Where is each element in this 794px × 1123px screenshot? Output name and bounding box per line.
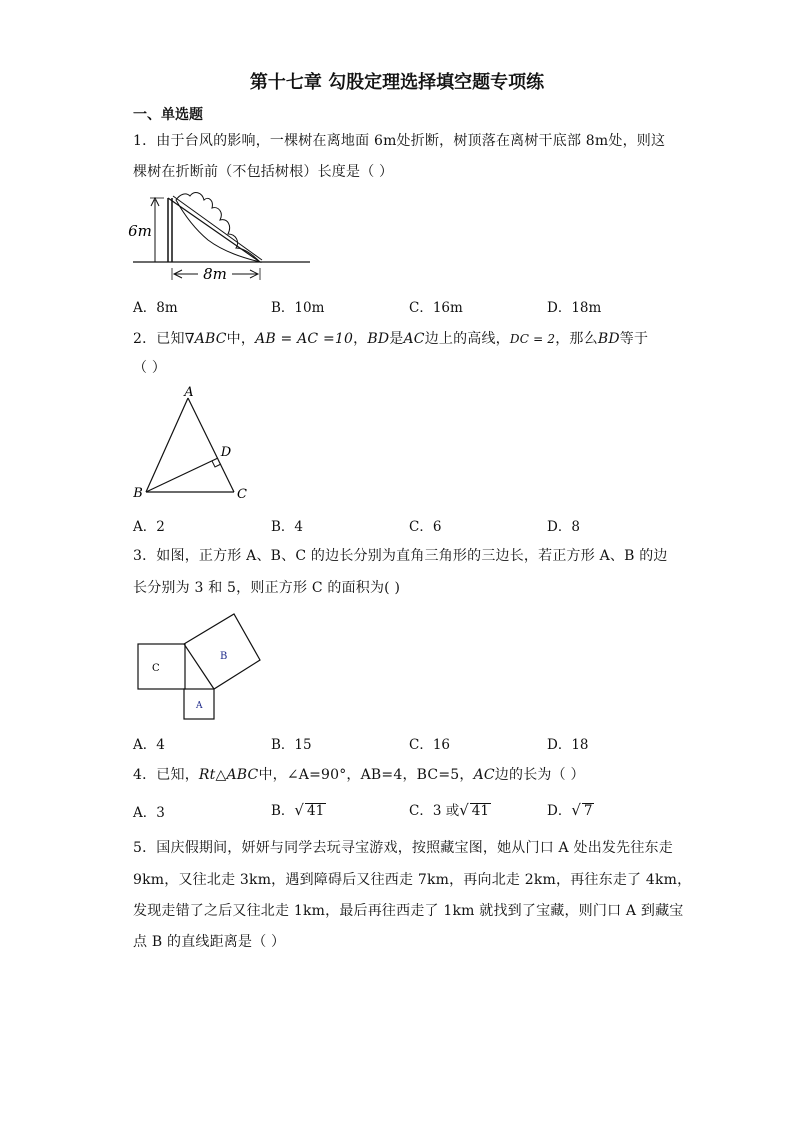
q3-option-c[interactable]: C．16 [409, 737, 451, 753]
q4-text-line-1: 4．已知，Rt△ABC中，∠A=90°，AB=4，BC=5，AC边的长为（ ） [133, 767, 585, 783]
q5-text-line-1: 5．国庆假期间，妍妍与同学去玩寻宝游戏，按照藏宝图，她从门口 A 处出发先往东走 [133, 840, 673, 856]
q2-option-d[interactable]: D．8 [547, 519, 580, 535]
q2-option-a[interactable]: A．2 [133, 519, 165, 535]
q1-tree-figure [128, 188, 318, 284]
q3-label-c: C [152, 663, 160, 674]
q3-option-b[interactable]: B．15 [271, 737, 312, 753]
page-title: 第十七章 勾股定理选择填空题专项练 [249, 72, 545, 93]
q3-squares-figure [134, 610, 266, 724]
q2-text-line-2: （ ） [133, 360, 167, 376]
q3-label-a: A [196, 701, 203, 711]
q2-triangle-figure [128, 384, 258, 504]
q3-option-a[interactable]: A．4 [133, 737, 165, 753]
q2-label-c: C [237, 487, 247, 502]
q2-text-line-1: 2．已知∇ABC中，AB = AC =10，BD是AC边上的高线，DC = 2，那么BD等于 [133, 331, 649, 347]
q4-option-d[interactable]: D．√ 7 [547, 801, 593, 819]
q1-option-a[interactable]: A．8m [133, 300, 178, 316]
q4-option-b[interactable]: B．√ 41 [271, 801, 325, 819]
q1-option-c[interactable]: C．16m [409, 300, 463, 316]
q1-option-d[interactable]: D．18m [547, 300, 602, 316]
q2-label-b: B [133, 486, 143, 501]
q2-option-b[interactable]: B．4 [271, 519, 304, 535]
q1-text-line-2: 棵树在折断前（不包括树根）长度是（ ） [133, 164, 394, 180]
q4-option-c[interactable]: C．3 或√ 41 [409, 801, 489, 819]
section-heading: 一、单选题 [133, 107, 203, 123]
q3-label-b: B [220, 651, 228, 662]
q1-label-8m: 8m [203, 265, 227, 283]
q4-option-a[interactable]: A．3 [133, 805, 165, 821]
q5-text-line-2: 9km，又往北走 3km，遇到障碍后又往西走 7km，再向北走 2km，再往东走了 4km， [133, 872, 692, 888]
q1-option-b[interactable]: B．10m [271, 300, 325, 316]
q1-label-6m: 6m [128, 222, 152, 240]
q2-option-c[interactable]: C．6 [409, 519, 442, 535]
q3-text-line-2: 长分别为 3 和 5，则正方形 C 的面积为( ) [133, 580, 401, 596]
q5-text-line-3: 发现走错了之后又往北走 1km，最后再往西走了 1km 就找到了宝藏，则门口 A 到藏宝 [133, 903, 684, 919]
q5-text-line-4: 点 B 的直线距离是（ ） [133, 934, 286, 950]
q3-option-d[interactable]: D．18 [547, 737, 589, 753]
q3-text-line-1: 3．如图，正方形 A、B、C 的边长分别为直角三角形的三边长，若正方形 A、B 的边 [133, 548, 668, 564]
q2-label-a: A [184, 385, 194, 400]
q2-label-d: D [220, 445, 232, 460]
q1-text-line-1: 1．由于台风的影响，一棵树在离地面 6m处折断，树顶落在离树干底部 8m处，则这 [133, 133, 666, 149]
